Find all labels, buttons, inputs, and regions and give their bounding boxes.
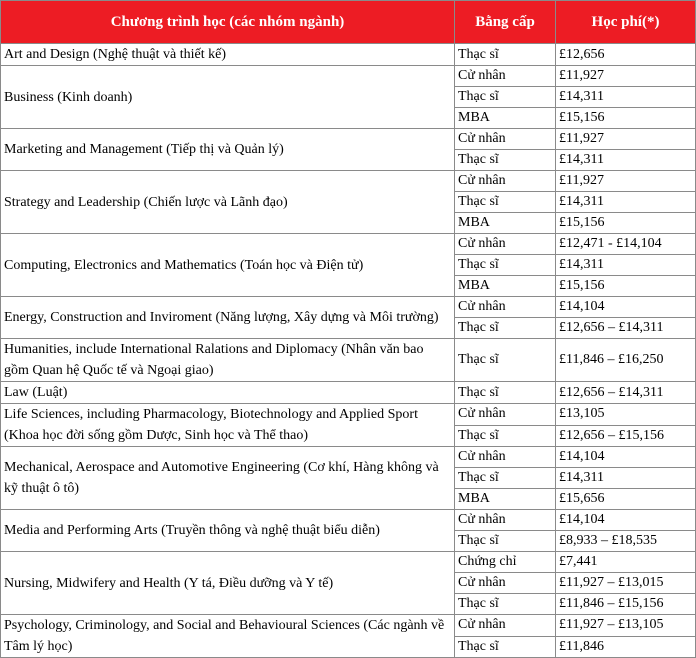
program-name-cell: Business (Kinh doanh) [1,66,455,129]
fee-cell: £14,104 [556,447,696,468]
fee-cell: £11,846 [556,636,696,658]
fee-cell: £15,156 [556,276,696,297]
degree-cell: MBA [455,489,556,510]
degree-cell: Thạc sĩ [455,318,556,339]
degree-cell: Thạc sĩ [455,468,556,489]
fee-cell: £14,104 [556,510,696,531]
program-name-cell: Computing, Electronics and Mathematics (Toán học và Điện tử) [1,234,455,297]
degree-cell: Cử nhân [455,234,556,255]
fee-cell: £14,311 [556,192,696,213]
table-row [1,297,696,318]
fee-cell: £14,311 [556,150,696,171]
fee-cell: £14,311 [556,87,696,108]
table-header-row [1,1,696,44]
degree-cell: Cử nhân [455,404,556,426]
table-row [1,382,696,404]
table-row [1,552,696,573]
degree-cell: MBA [455,213,556,234]
table-row [1,447,696,468]
fee-cell: £12,656 – £14,311 [556,318,696,339]
program-name-cell: Energy, Construction and Inviroment (Năng lượng, Xây dựng và Môi trường) [1,297,455,339]
program-name-cell: Mechanical, Aerospace and Automotive Engineering (Cơ khí, Hàng không và kỹ thuật ô tô) [1,447,455,510]
table-row [1,129,696,150]
fee-cell: £11,846 – £15,156 [556,594,696,615]
degree-cell: Cử nhân [455,615,556,637]
degree-cell: Thạc sĩ [455,594,556,615]
program-column-header: Chương trình học (các nhóm ngành) [1,1,455,44]
fee-cell: £7,441 [556,552,696,573]
fee-cell: £8,933 – £18,535 [556,531,696,552]
degree-cell: Thạc sĩ [455,150,556,171]
degree-cell: Thạc sĩ [455,636,556,658]
degree-cell: MBA [455,276,556,297]
program-name-cell: Media and Performing Arts (Truyền thông và nghệ thuật biểu diễn) [1,510,455,552]
table-body [1,44,696,658]
degree-cell: Thạc sĩ [455,255,556,276]
degree-cell: Cử nhân [455,129,556,150]
fee-cell: £14,104 [556,297,696,318]
degree-cell: Cử nhân [455,297,556,318]
program-name-cell: Life Sciences, including Pharmacology, Biotechnology and Applied Sport (Khoa học đời sống gồm Dược, Sinh học và Thể thao) [1,404,455,447]
program-name-cell: Nursing, Midwifery and Health (Y tá, Điều dưỡng và Y tế) [1,552,455,615]
table-row [1,510,696,531]
degree-cell: Chứng chỉ [455,552,556,573]
table-row [1,339,696,382]
degree-cell: Thạc sĩ [455,192,556,213]
fee-cell: £12,656 – £15,156 [556,425,696,447]
degree-cell: Thạc sĩ [455,339,556,382]
fee-cell: £11,927 [556,129,696,150]
degree-cell: Thạc sĩ [455,87,556,108]
table-row [1,44,696,66]
fee-cell: £15,156 [556,108,696,129]
degree-cell: Thạc sĩ [455,425,556,447]
degree-cell: Cử nhân [455,510,556,531]
program-name-cell: Psychology, Criminology, and Social and Behavioural Sciences (Các ngành về Tâm lý học) [1,615,455,658]
fee-cell: £13,105 [556,404,696,426]
program-name-cell: Art and Design (Nghệ thuật và thiết kế) [1,44,455,66]
table-row [1,404,696,426]
fee-column-header: Học phí(*) [556,1,696,44]
table-row [1,615,696,637]
fee-cell: £12,656 – £14,311 [556,382,696,404]
fee-cell: £11,927 – £13,105 [556,615,696,637]
fee-cell: £14,311 [556,468,696,489]
fee-cell: £14,311 [556,255,696,276]
program-name-cell: Marketing and Management (Tiếp thị và Quản lý) [1,129,455,171]
program-name-cell: Strategy and Leadership (Chiến lược và Lãnh đạo) [1,171,455,234]
table-row [1,66,696,87]
table-row [1,171,696,192]
fee-cell: £15,656 [556,489,696,510]
program-name-cell: Humanities, include International Ralations and Diplomacy (Nhân văn bao gồm Quan hệ Quốc tế và Ngoại giao) [1,339,455,382]
degree-cell: Thạc sĩ [455,44,556,66]
degree-cell: MBA [455,108,556,129]
fee-cell: £11,927 [556,66,696,87]
degree-column-header: Bằng cấp [455,1,556,44]
fee-cell: £12,656 [556,44,696,66]
degree-cell: Cử nhân [455,66,556,87]
degree-cell: Thạc sĩ [455,382,556,404]
fee-cell: £11,846 – £16,250 [556,339,696,382]
degree-cell: Cử nhân [455,573,556,594]
fee-cell: £15,156 [556,213,696,234]
fee-cell: £11,927 [556,171,696,192]
fee-cell: £12,471 - £14,104 [556,234,696,255]
degree-cell: Cử nhân [455,171,556,192]
degree-cell: Thạc sĩ [455,531,556,552]
fee-cell: £11,927 – £13,015 [556,573,696,594]
program-name-cell: Law (Luật) [1,382,455,404]
table-row [1,234,696,255]
degree-cell: Cử nhân [455,447,556,468]
